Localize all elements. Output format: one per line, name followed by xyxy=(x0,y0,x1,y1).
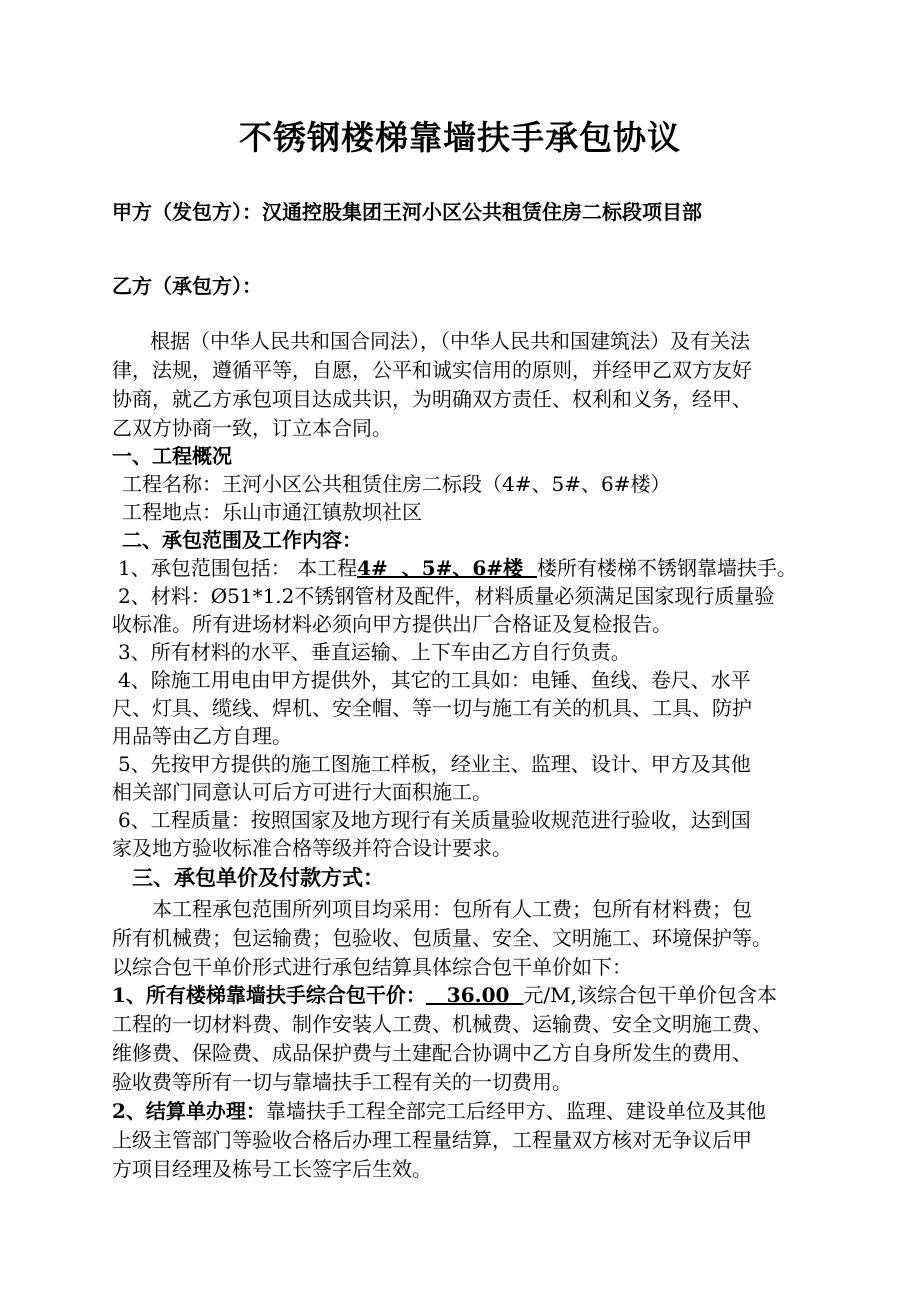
section-1-heading: 一、工程概况 xyxy=(112,444,232,468)
scope-item-2-line-1: 2、材料：Ø51*1.2不锈钢管材及配件，材料质量必须满足国家现行质量验 xyxy=(118,584,775,608)
scope-item-4-line-1: 4、除施工用电由甲方提供外，其它的工具如：电锤、鱼线、卷尺、水平 xyxy=(118,668,751,692)
price-item-1-line-2: 工程的一切材料费、制作安装人工费、机械费、运输费、安全文明施工费、 xyxy=(112,1012,772,1036)
scope-buildings: 4# 、5#、6#楼 xyxy=(357,556,537,580)
scope-item-1 xyxy=(118,554,820,582)
scope-item-6-line-2: 家及地方验收标准合格等级并符合设计要求。 xyxy=(112,836,512,860)
settlement-rest: 靠墙扶手工程全部完工后经甲方、监理、建设单位及其他 xyxy=(265,1099,766,1123)
section-3-heading: 三、承包单价及付款方式： xyxy=(132,865,384,890)
party-b: 乙方（承包方）： xyxy=(112,274,262,298)
price-item-1-line-4: 验收费等所有一切与靠墙扶手工程有关的一切费用。 xyxy=(112,1070,572,1094)
project-name: 工程名称：王河小区公共租赁住房二标段（4#、5#、6#楼） xyxy=(122,472,671,496)
settlement-item xyxy=(112,1097,820,1125)
document-title: 不锈钢楼梯靠墙扶手承包协议 xyxy=(239,118,681,157)
scope-item-4-line-3: 用品等由乙方自理。 xyxy=(112,724,292,748)
price-item-1-label: 1、所有楼梯靠墙扶手综合包干价： xyxy=(112,983,426,1007)
pricing-para-line-2: 所有机械费；包运输费；包验收、包质量、安全、文明施工、环境保护等。 xyxy=(112,926,772,950)
intro-line-2: 律，法规，遵循平等，自愿，公平和诚实信用的原则，并经甲乙双方友好 xyxy=(112,358,752,382)
scope-item-1-suffix: 楼所有楼梯不锈钢靠墙扶手。 xyxy=(536,556,797,580)
price-item-1 xyxy=(112,981,820,1009)
intro-line-3: 协商，就乙方承包项目达成共识，为明确双方责任、权利和义务，经甲、 xyxy=(112,387,752,411)
scope-item-5-line-1: 5、先按甲方提供的施工图施工样板，经业主、监理、设计、甲方及其他 xyxy=(118,752,751,776)
scope-item-3: 3、所有材料的水平、垂直运输、上下车由乙方自行负责。 xyxy=(118,640,631,664)
scope-item-4-line-2: 尺、灯具、缆线、焊机、安全帽、等一切与施工有关的机具、工具、防护 xyxy=(112,696,752,720)
scope-item-5-line-2: 相关部门同意认可后方可进行大面积施工。 xyxy=(112,780,492,804)
unit-price-value: 36.00 xyxy=(425,983,524,1007)
pricing-para-line-3: 以综合包干单价形式进行承包结算具体综合包干单价如下： xyxy=(112,955,632,979)
intro-line-4: 乙双方协商一致，订立本合同。 xyxy=(112,416,392,440)
scope-item-1-prefix: 1、承包范围包括： 本工程 xyxy=(118,556,358,580)
scope-item-6-line-1: 6、工程质量：按照国家及地方现行有关质量验收规范进行验收，达到国 xyxy=(118,808,751,832)
price-item-1-line-3: 维修费、保险费、成品保护费与土建配合协调中乙方自身所发生的费用、 xyxy=(112,1041,752,1065)
settlement-line-2: 上级主管部门等验收合格后办理工程量结算，工程量双方核对无争议后甲 xyxy=(112,1128,752,1152)
price-item-1-rest: 元/M,该综合包干单价包含本 xyxy=(523,983,777,1007)
settlement-label: 2、结算单办理： xyxy=(112,1099,266,1123)
intro-line-1: 根据（中华人民共和国合同法），（中华人民共和国建筑法）及有关法 xyxy=(150,329,750,353)
pricing-para-line-1: 本工程承包范围所列项目均采用：包所有人工费；包所有材料费；包 xyxy=(152,897,752,921)
settlement-line-3: 方项目经理及栋号工长签字后生效。 xyxy=(112,1157,432,1181)
party-a: 甲方（发包方）：汉通控股集团王河小区公共租赁住房二标段项目部 xyxy=(112,200,702,224)
project-location: 工程地点：乐山市通江镇敖坝社区 xyxy=(122,500,422,524)
scope-item-2-line-2: 收标准。所有进场材料必须向甲方提供出厂合格证及复检报告。 xyxy=(112,612,672,636)
section-2-heading: 二、承包范围及工作内容： xyxy=(122,528,362,552)
